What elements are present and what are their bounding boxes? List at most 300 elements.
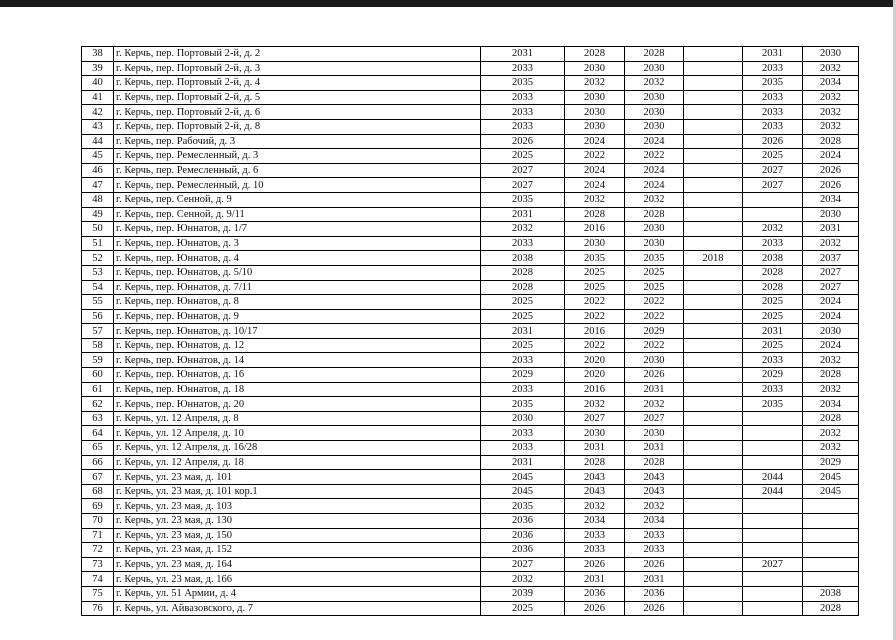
address-cell: г. Керчь, пер. Сенной, д. 9/11 — [114, 207, 481, 222]
year-cell-1: 2025 — [481, 149, 565, 164]
year-cell-4 — [684, 441, 743, 456]
year-cell-5 — [743, 192, 803, 207]
year-cell-5: 2025 — [743, 309, 803, 324]
year-cell-2: 2028 — [565, 455, 625, 470]
year-cell-5 — [743, 499, 803, 514]
year-cell-1: 2033 — [481, 426, 565, 441]
year-cell-3: 2032 — [625, 499, 684, 514]
year-cell-2: 2030 — [565, 61, 625, 76]
table-row — [82, 134, 859, 149]
year-cell-1: 2029 — [481, 368, 565, 383]
row-number-cell: 46 — [82, 163, 114, 178]
row-number-cell: 39 — [82, 61, 114, 76]
year-cell-2: 2032 — [565, 397, 625, 412]
table-row — [82, 207, 859, 222]
address-cell: г. Керчь, пер. Юннатов, д. 3 — [114, 236, 481, 251]
year-cell-5: 2031 — [743, 324, 803, 339]
year-cell-2: 2032 — [565, 192, 625, 207]
year-cell-3: 2033 — [625, 528, 684, 543]
address-cell: г. Керчь, пер. Портовый 2-й, д. 8 — [114, 119, 481, 134]
year-cell-5 — [743, 455, 803, 470]
row-number-cell: 60 — [82, 368, 114, 383]
year-cell-6: 2028 — [803, 411, 859, 426]
row-number-cell: 59 — [82, 353, 114, 368]
year-cell-3: 2024 — [625, 134, 684, 149]
year-cell-5: 2033 — [743, 236, 803, 251]
year-cell-2: 2032 — [565, 499, 625, 514]
table-row — [82, 251, 859, 266]
year-cell-5 — [743, 586, 803, 601]
table-row — [82, 90, 859, 105]
year-cell-2: 2016 — [565, 324, 625, 339]
scan-top-border — [0, 0, 896, 7]
year-cell-2: 2043 — [565, 484, 625, 499]
row-number-cell: 54 — [82, 280, 114, 295]
year-cell-1: 2028 — [481, 280, 565, 295]
year-cell-2: 2043 — [565, 470, 625, 485]
year-cell-1: 2033 — [481, 382, 565, 397]
year-cell-1: 2036 — [481, 528, 565, 543]
year-cell-3: 2030 — [625, 90, 684, 105]
year-cell-4 — [684, 76, 743, 91]
year-cell-6: 2024 — [803, 338, 859, 353]
year-cell-6: 2032 — [803, 382, 859, 397]
year-cell-5: 2028 — [743, 265, 803, 280]
year-cell-5: 2035 — [743, 397, 803, 412]
year-cell-6: 2037 — [803, 251, 859, 266]
table-row — [82, 586, 859, 601]
row-number-cell: 73 — [82, 557, 114, 572]
year-cell-3: 2028 — [625, 207, 684, 222]
address-cell: г. Керчь, пер. Юннатов, д. 4 — [114, 251, 481, 266]
row-number-cell: 75 — [82, 586, 114, 601]
table-row — [82, 441, 859, 456]
year-cell-3: 2025 — [625, 280, 684, 295]
year-cell-4 — [684, 280, 743, 295]
year-cell-4 — [684, 586, 743, 601]
year-cell-1: 2036 — [481, 514, 565, 529]
year-cell-6: 2024 — [803, 149, 859, 164]
address-cell: г. Керчь, пер. Юннатов, д. 8 — [114, 295, 481, 310]
row-number-cell: 38 — [82, 47, 114, 62]
year-cell-1: 2045 — [481, 484, 565, 499]
table-row — [82, 397, 859, 412]
address-cell: г. Керчь, пер. Юннатов, д. 16 — [114, 368, 481, 383]
year-cell-3: 2026 — [625, 557, 684, 572]
address-cell: г. Керчь, пер. Ремесленный, д. 3 — [114, 149, 481, 164]
table-row — [82, 236, 859, 251]
year-cell-2: 2033 — [565, 543, 625, 558]
year-cell-3: 2030 — [625, 105, 684, 120]
year-cell-2: 2022 — [565, 149, 625, 164]
year-cell-6: 2045 — [803, 470, 859, 485]
year-cell-1: 2027 — [481, 178, 565, 193]
year-cell-2: 2034 — [565, 514, 625, 529]
year-cell-4 — [684, 411, 743, 426]
year-cell-4 — [684, 119, 743, 134]
address-cell: г. Керчь, ул. 23 мая, д. 101 кор.1 — [114, 484, 481, 499]
year-cell-4 — [684, 163, 743, 178]
year-cell-3: 2031 — [625, 441, 684, 456]
table-row — [82, 382, 859, 397]
table-row — [82, 149, 859, 164]
year-cell-4 — [684, 382, 743, 397]
year-cell-2: 2026 — [565, 557, 625, 572]
table-row — [82, 178, 859, 193]
year-cell-4 — [684, 455, 743, 470]
year-cell-6: 2024 — [803, 295, 859, 310]
year-cell-1: 2033 — [481, 105, 565, 120]
table-row — [82, 280, 859, 295]
year-cell-6 — [803, 572, 859, 587]
year-cell-2: 2036 — [565, 586, 625, 601]
table-row — [82, 295, 859, 310]
year-cell-1: 2033 — [481, 236, 565, 251]
year-cell-5: 2033 — [743, 119, 803, 134]
year-cell-4 — [684, 484, 743, 499]
row-number-cell: 64 — [82, 426, 114, 441]
table-row — [82, 76, 859, 91]
year-cell-2: 2030 — [565, 90, 625, 105]
table-row — [82, 47, 859, 62]
year-cell-4 — [684, 47, 743, 62]
year-cell-5: 2031 — [743, 47, 803, 62]
table-row — [82, 470, 859, 485]
table-row — [82, 514, 859, 529]
year-cell-6: 2032 — [803, 426, 859, 441]
year-cell-6: 2032 — [803, 61, 859, 76]
year-cell-4 — [684, 557, 743, 572]
year-cell-6: 2031 — [803, 222, 859, 237]
year-cell-6: 2030 — [803, 324, 859, 339]
year-cell-2: 2030 — [565, 119, 625, 134]
year-cell-2: 2022 — [565, 309, 625, 324]
address-cell: г. Керчь, ул. 23 мая, д. 164 — [114, 557, 481, 572]
year-cell-5: 2025 — [743, 149, 803, 164]
table-row — [82, 222, 859, 237]
table-row — [82, 163, 859, 178]
row-number-cell: 67 — [82, 470, 114, 485]
year-cell-1: 2038 — [481, 251, 565, 266]
year-cell-6: 2028 — [803, 134, 859, 149]
year-cell-5: 2025 — [743, 338, 803, 353]
year-cell-5: 2033 — [743, 382, 803, 397]
year-cell-3: 2024 — [625, 163, 684, 178]
year-cell-6 — [803, 557, 859, 572]
year-cell-3: 2035 — [625, 251, 684, 266]
year-cell-6: 2034 — [803, 397, 859, 412]
year-cell-1: 2025 — [481, 309, 565, 324]
year-cell-3: 2033 — [625, 543, 684, 558]
year-cell-1: 2031 — [481, 324, 565, 339]
row-number-cell: 70 — [82, 514, 114, 529]
row-number-cell: 58 — [82, 338, 114, 353]
year-cell-3: 2026 — [625, 368, 684, 383]
row-number-cell: 51 — [82, 236, 114, 251]
address-cell: г. Керчь, ул. 51 Армии, д. 4 — [114, 586, 481, 601]
address-cell: г. Керчь, пер. Юннатов, д. 12 — [114, 338, 481, 353]
year-cell-5: 2026 — [743, 134, 803, 149]
year-cell-6: 2032 — [803, 119, 859, 134]
year-cell-1: 2025 — [481, 338, 565, 353]
year-cell-1: 2033 — [481, 119, 565, 134]
row-number-cell: 76 — [82, 601, 114, 616]
year-cell-5: 2033 — [743, 353, 803, 368]
year-cell-1: 2032 — [481, 222, 565, 237]
year-cell-3: 2030 — [625, 222, 684, 237]
year-cell-4 — [684, 397, 743, 412]
year-cell-3: 2043 — [625, 470, 684, 485]
year-cell-2: 2025 — [565, 265, 625, 280]
row-number-cell: 56 — [82, 309, 114, 324]
address-cell: г. Керчь, пер. Портовый 2-й, д. 2 — [114, 47, 481, 62]
year-cell-2: 2024 — [565, 178, 625, 193]
year-cell-3: 2024 — [625, 178, 684, 193]
year-cell-4: 2018 — [684, 251, 743, 266]
year-cell-5: 2033 — [743, 90, 803, 105]
address-cell: г. Керчь, пер. Рабочий, д. 3 — [114, 134, 481, 149]
year-cell-1: 2031 — [481, 207, 565, 222]
row-number-cell: 72 — [82, 543, 114, 558]
year-cell-3: 2027 — [625, 411, 684, 426]
year-cell-5: 2027 — [743, 557, 803, 572]
year-cell-3: 2022 — [625, 309, 684, 324]
row-number-cell: 45 — [82, 149, 114, 164]
year-cell-3: 2032 — [625, 397, 684, 412]
year-cell-5 — [743, 528, 803, 543]
year-cell-5: 2027 — [743, 163, 803, 178]
address-cell: г. Керчь, пер. Юннатов, д. 5/10 — [114, 265, 481, 280]
year-cell-3: 2031 — [625, 572, 684, 587]
address-cell: г. Керчь, ул. 12 Апреля, д. 8 — [114, 411, 481, 426]
year-cell-4 — [684, 426, 743, 441]
year-cell-4 — [684, 543, 743, 558]
row-number-cell: 68 — [82, 484, 114, 499]
year-cell-2: 2022 — [565, 295, 625, 310]
year-cell-5 — [743, 441, 803, 456]
row-number-cell: 49 — [82, 207, 114, 222]
year-cell-2: 2035 — [565, 251, 625, 266]
year-cell-2: 2031 — [565, 441, 625, 456]
year-cell-1: 2031 — [481, 47, 565, 62]
year-cell-6: 2034 — [803, 192, 859, 207]
year-cell-6: 2032 — [803, 353, 859, 368]
year-cell-4 — [684, 470, 743, 485]
year-cell-2: 2028 — [565, 47, 625, 62]
address-cell: г. Керчь, ул. 23 мая, д. 130 — [114, 514, 481, 529]
year-cell-5 — [743, 514, 803, 529]
table-row — [82, 601, 859, 616]
year-cell-6: 2032 — [803, 441, 859, 456]
address-cell: г. Керчь, ул. 23 мая, д. 152 — [114, 543, 481, 558]
year-cell-3: 2029 — [625, 324, 684, 339]
year-cell-6: 2032 — [803, 105, 859, 120]
year-cell-2: 2016 — [565, 222, 625, 237]
year-cell-3: 2032 — [625, 76, 684, 91]
year-cell-5 — [743, 601, 803, 616]
year-cell-6 — [803, 499, 859, 514]
year-cell-2: 2028 — [565, 207, 625, 222]
year-cell-1: 2027 — [481, 557, 565, 572]
year-cell-5 — [743, 572, 803, 587]
year-cell-3: 2030 — [625, 353, 684, 368]
table-row — [82, 499, 859, 514]
year-cell-5: 2038 — [743, 251, 803, 266]
year-cell-1: 2033 — [481, 441, 565, 456]
year-cell-3: 2030 — [625, 236, 684, 251]
address-cell: г. Керчь, ул. 23 мая, д. 166 — [114, 572, 481, 587]
year-cell-4 — [684, 601, 743, 616]
year-cell-4 — [684, 265, 743, 280]
row-number-cell: 50 — [82, 222, 114, 237]
year-cell-6: 2032 — [803, 236, 859, 251]
address-cell: г. Керчь, пер. Юннатов, д. 10/17 — [114, 324, 481, 339]
table-row — [82, 572, 859, 587]
table-body — [82, 47, 859, 616]
year-cell-6 — [803, 543, 859, 558]
year-cell-2: 2030 — [565, 105, 625, 120]
year-cell-4 — [684, 61, 743, 76]
year-cell-4 — [684, 207, 743, 222]
address-cell: г. Керчь, ул. 23 мая, д. 101 — [114, 470, 481, 485]
row-number-cell: 66 — [82, 455, 114, 470]
year-cell-5: 2027 — [743, 178, 803, 193]
year-cell-2: 2024 — [565, 163, 625, 178]
address-cell: г. Керчь, ул. 12 Апреля, д. 16/28 — [114, 441, 481, 456]
year-cell-1: 2035 — [481, 76, 565, 91]
year-cell-4 — [684, 572, 743, 587]
year-cell-6: 2028 — [803, 601, 859, 616]
year-cell-4 — [684, 528, 743, 543]
address-cell: г. Керчь, пер. Юннатов, д. 18 — [114, 382, 481, 397]
year-cell-2: 2033 — [565, 528, 625, 543]
year-cell-3: 2036 — [625, 586, 684, 601]
table-row — [82, 265, 859, 280]
year-cell-5: 2028 — [743, 280, 803, 295]
year-cell-5: 2025 — [743, 295, 803, 310]
year-cell-6: 2027 — [803, 265, 859, 280]
row-number-cell: 62 — [82, 397, 114, 412]
row-number-cell: 48 — [82, 192, 114, 207]
address-cell: г. Керчь, пер. Портовый 2-й, д. 5 — [114, 90, 481, 105]
year-cell-1: 2035 — [481, 499, 565, 514]
year-cell-1: 2025 — [481, 295, 565, 310]
year-cell-4 — [684, 105, 743, 120]
address-cell: г. Керчь, пер. Юннатов, д. 14 — [114, 353, 481, 368]
year-cell-6: 2045 — [803, 484, 859, 499]
year-cell-1: 2033 — [481, 353, 565, 368]
row-number-cell: 65 — [82, 441, 114, 456]
year-cell-5 — [743, 411, 803, 426]
year-cell-2: 2032 — [565, 76, 625, 91]
year-cell-3: 2022 — [625, 149, 684, 164]
year-cell-3: 2025 — [625, 265, 684, 280]
year-cell-3: 2032 — [625, 192, 684, 207]
year-cell-6: 2030 — [803, 207, 859, 222]
year-cell-4 — [684, 236, 743, 251]
year-cell-1: 2026 — [481, 134, 565, 149]
year-cell-4 — [684, 134, 743, 149]
table-row — [82, 484, 859, 499]
year-cell-2: 2026 — [565, 601, 625, 616]
year-cell-2: 2030 — [565, 236, 625, 251]
year-cell-4 — [684, 222, 743, 237]
year-cell-6: 2029 — [803, 455, 859, 470]
year-cell-6 — [803, 528, 859, 543]
address-cell: г. Керчь, пер. Портовый 2-й, д. 4 — [114, 76, 481, 91]
year-cell-2: 2024 — [565, 134, 625, 149]
address-cell: г. Керчь, пер. Портовый 2-й, д. 6 — [114, 105, 481, 120]
year-cell-1: 2036 — [481, 543, 565, 558]
address-cell: г. Керчь, пер. Ремесленный, д. 6 — [114, 163, 481, 178]
year-cell-1: 2045 — [481, 470, 565, 485]
year-cell-5: 2033 — [743, 61, 803, 76]
year-cell-1: 2031 — [481, 455, 565, 470]
row-number-cell: 47 — [82, 178, 114, 193]
year-cell-5: 2035 — [743, 76, 803, 91]
address-cell: г. Керчь, пер. Юннатов, д. 9 — [114, 309, 481, 324]
year-cell-3: 2030 — [625, 426, 684, 441]
year-cell-5 — [743, 207, 803, 222]
year-cell-3: 2030 — [625, 61, 684, 76]
year-cell-1: 2030 — [481, 411, 565, 426]
year-cell-4 — [684, 353, 743, 368]
table-row — [82, 543, 859, 558]
year-cell-2: 2020 — [565, 353, 625, 368]
year-cell-4 — [684, 368, 743, 383]
year-cell-2: 2020 — [565, 368, 625, 383]
address-cell: г. Керчь, пер. Юннатов, д. 7/11 — [114, 280, 481, 295]
address-cell: г. Керчь, ул. Айвазовского, д. 7 — [114, 601, 481, 616]
year-cell-1: 2025 — [481, 601, 565, 616]
year-cell-2: 2022 — [565, 338, 625, 353]
row-number-cell: 57 — [82, 324, 114, 339]
year-cell-5: 2044 — [743, 470, 803, 485]
year-cell-5: 2032 — [743, 222, 803, 237]
year-cell-1: 2032 — [481, 572, 565, 587]
year-cell-6: 2026 — [803, 178, 859, 193]
year-cell-4 — [684, 324, 743, 339]
year-cell-1: 2027 — [481, 163, 565, 178]
address-cell: г. Керчь, ул. 12 Апреля, д. 18 — [114, 455, 481, 470]
address-cell: г. Керчь, пер. Ремесленный, д. 10 — [114, 178, 481, 193]
year-cell-6: 2027 — [803, 280, 859, 295]
year-cell-2: 2031 — [565, 572, 625, 587]
year-cell-3: 2031 — [625, 382, 684, 397]
row-number-cell: 41 — [82, 90, 114, 105]
table-row — [82, 119, 859, 134]
year-cell-3: 2022 — [625, 295, 684, 310]
year-cell-6: 2034 — [803, 76, 859, 91]
year-cell-3: 2028 — [625, 47, 684, 62]
year-cell-4 — [684, 309, 743, 324]
row-number-cell: 71 — [82, 528, 114, 543]
address-cell: г. Керчь, пер. Портовый 2-й, д. 3 — [114, 61, 481, 76]
year-cell-3: 2043 — [625, 484, 684, 499]
year-cell-1: 2035 — [481, 397, 565, 412]
row-number-cell: 74 — [82, 572, 114, 587]
row-number-cell: 42 — [82, 105, 114, 120]
year-cell-4 — [684, 90, 743, 105]
row-number-cell: 44 — [82, 134, 114, 149]
table-row — [82, 353, 859, 368]
table-row — [82, 324, 859, 339]
year-cell-5: 2033 — [743, 105, 803, 120]
table-row — [82, 368, 859, 383]
row-number-cell: 43 — [82, 119, 114, 134]
year-cell-3: 2026 — [625, 601, 684, 616]
year-cell-3: 2034 — [625, 514, 684, 529]
